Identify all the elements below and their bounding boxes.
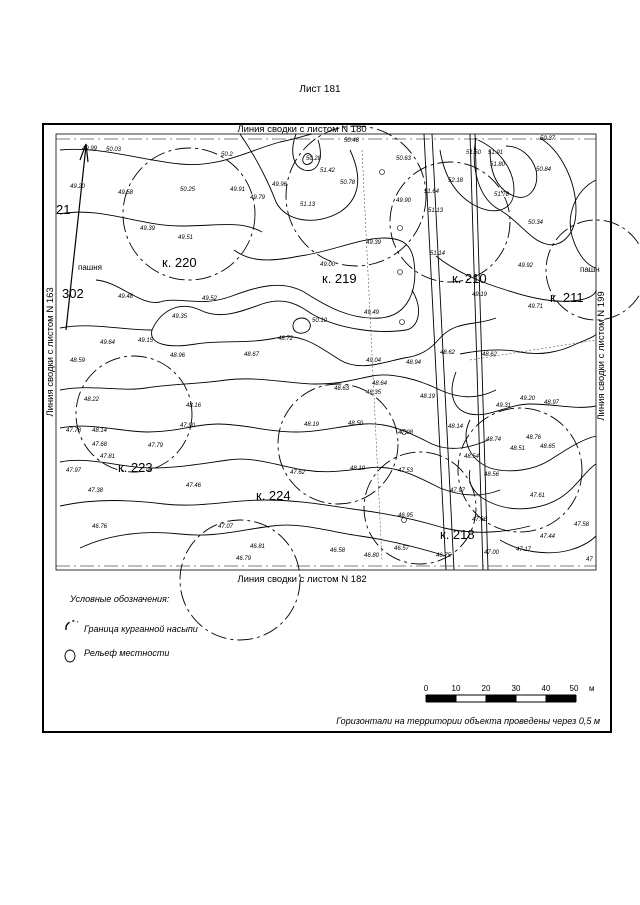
- elevation: 51.13: [428, 208, 444, 214]
- elevation: 49.64: [100, 340, 116, 346]
- elevation: 48.14: [92, 428, 108, 434]
- mound-boundary-223: [76, 356, 192, 472]
- scale-tick-label: 40: [541, 684, 551, 693]
- side-mark-21: 21: [56, 202, 71, 217]
- legend-title: Условные обозначения:: [70, 594, 170, 604]
- side-mark-field: пашня: [78, 263, 102, 272]
- elevation: 48.65: [540, 444, 556, 450]
- elevation: 49.00: [320, 262, 336, 268]
- elevation: 47.78: [66, 428, 82, 434]
- scale-unit: м: [589, 684, 595, 693]
- sheet-title: Лист 181: [299, 84, 341, 95]
- elevation: 48.96: [170, 353, 186, 359]
- elevation: 49.39: [366, 240, 382, 246]
- plot-label-211: к. 211: [550, 290, 584, 305]
- elevation: 46.95: [398, 513, 414, 519]
- elevation: 47: [586, 557, 593, 563]
- elevation: 48.56: [484, 472, 500, 478]
- edge-label-left: Линия сводки с листом N 163: [45, 287, 56, 417]
- elevation: 46.58: [330, 548, 346, 554]
- mound-boundary-218: [364, 452, 476, 564]
- elevation: 50.84: [536, 167, 552, 173]
- elevation: 49.20: [70, 184, 86, 190]
- contour-interval-note: Горизонтали на территории объекта проведены через 0,5 м: [336, 716, 600, 726]
- elevation: 51.80: [490, 162, 506, 168]
- elevation: 49.91: [230, 187, 246, 193]
- scale-bar: [424, 684, 595, 702]
- plot-label-220: к. 220: [162, 255, 197, 270]
- mound-boundary-224: [278, 384, 398, 504]
- elevation: 47.46: [186, 483, 202, 489]
- elevation: 47.53: [398, 468, 414, 474]
- elevation: 49.39: [140, 226, 156, 232]
- elevation: 50.2: [221, 152, 233, 158]
- map-dash-border: [56, 139, 596, 566]
- elevation: 46.75: [436, 553, 452, 559]
- elevation: 47.17: [516, 547, 532, 553]
- mound-boundaries: [76, 126, 640, 640]
- elevation: 47.66: [472, 517, 488, 523]
- elevation: 51.91: [488, 150, 504, 156]
- elevation: 50.37: [540, 136, 556, 142]
- contour-line: [293, 318, 310, 333]
- elevation: 49.90: [396, 198, 412, 204]
- side-mark-302: 302: [62, 286, 84, 301]
- legend-relief-icon: [65, 650, 75, 662]
- elevation: 48.94: [406, 360, 422, 366]
- elevation: 47.68: [92, 442, 108, 448]
- elevation: 50.28: [306, 156, 322, 162]
- elevation: 49.52: [202, 296, 218, 302]
- elevation: 47.07: [218, 524, 234, 530]
- survey-point: [380, 170, 385, 175]
- elevation: 48.62: [440, 350, 456, 356]
- elevation: 47.90: [180, 423, 196, 429]
- plot-label-224: к. 224: [256, 488, 291, 503]
- scale-tick-label: 20: [481, 684, 491, 693]
- contour-line: [452, 372, 596, 415]
- scale-tick-label: 10: [451, 684, 461, 693]
- edge-label-right: Линия сводки с листом N 199: [596, 291, 607, 421]
- elevation: 47.97: [66, 468, 82, 474]
- elevation: 49.20: [520, 396, 536, 402]
- elevation: 50.34: [528, 220, 544, 226]
- elevation: 47.38: [88, 488, 104, 494]
- elevation: 47.81: [100, 454, 116, 460]
- elevation: 47.44: [540, 534, 556, 540]
- elevation: 51.50: [466, 150, 482, 156]
- elevation: 49.51: [178, 235, 194, 241]
- elevation: 50.03: [106, 147, 122, 153]
- scale-tick-label: 50: [569, 684, 579, 693]
- elevation: 49.15: [138, 338, 154, 344]
- elevation: 51.42: [320, 168, 336, 174]
- plot-label-210: к. 210: [452, 271, 487, 286]
- contour-line: [60, 134, 312, 165]
- mound-boundary-219: [286, 126, 426, 266]
- elevation-marks: [66, 136, 593, 563]
- scale-tick-label: 0: [423, 684, 429, 693]
- elevation: 49.19: [472, 292, 488, 298]
- contour-line: [469, 464, 596, 509]
- elevation: 48.62: [482, 352, 498, 358]
- elevation: 49.58: [118, 190, 134, 196]
- elevation: 49.31: [496, 403, 512, 409]
- elevation: 47.58: [574, 522, 590, 528]
- legend-item-mound: Граница курганной насыпи: [84, 624, 198, 634]
- elevation: 49.04: [366, 358, 382, 364]
- legend-mound-icon: [66, 621, 78, 630]
- elevation: 52.18: [448, 178, 464, 184]
- north-arrow-icon: [66, 144, 88, 330]
- elevation: 46.79: [236, 556, 252, 562]
- elevation: 50.78: [340, 180, 356, 186]
- elevation: 46.76: [92, 524, 108, 530]
- elevation: 48.22: [84, 397, 100, 403]
- elevation: 50.48: [344, 138, 360, 144]
- elevation: 49.96: [272, 182, 288, 188]
- survey-point: [400, 320, 405, 325]
- elevation: 49.35: [172, 314, 188, 320]
- map-inner-border: [56, 134, 596, 570]
- elevation: 48.19: [420, 394, 436, 400]
- elevation: 47.98: [398, 430, 414, 436]
- elevation: 47.79: [148, 443, 164, 449]
- elevation: 49.92: [518, 263, 534, 269]
- elevation: 51.78: [494, 192, 510, 198]
- elevation: 50.63: [396, 156, 412, 162]
- elevation: 48.19: [304, 422, 320, 428]
- elevation: 48.67: [244, 352, 260, 358]
- scale-tick-label: 30: [511, 684, 521, 693]
- elevation: 48.54: [464, 454, 480, 460]
- contour-line: [240, 134, 358, 220]
- elevation: 51.13: [300, 202, 316, 208]
- contour-line: [152, 318, 496, 366]
- elevation: 48.72: [278, 336, 294, 342]
- edge-label-bottom: Линия сводки с листом N 182: [237, 574, 367, 585]
- elevation: 48.74: [486, 437, 502, 443]
- survey-point: [398, 226, 403, 231]
- contour-line: [460, 334, 596, 354]
- elevation: 48.50: [348, 421, 364, 427]
- contour-line: [80, 525, 446, 556]
- elevation: 51.14: [430, 251, 446, 257]
- elevation: 48.64: [372, 381, 388, 387]
- survey-point: [398, 270, 403, 275]
- elevation: 49.48: [118, 294, 134, 300]
- path-dotted: [362, 150, 382, 560]
- elevation: 48.76: [526, 435, 542, 441]
- side-mark-field-right: пашн: [580, 265, 600, 274]
- elevation: 48.14: [448, 424, 464, 430]
- elevation: 46.80: [364, 553, 380, 559]
- legend-item-relief: Рельеф местности: [84, 648, 170, 658]
- edge-label-top: Линия сводки с листом N 180: [237, 124, 367, 135]
- contour-line: [60, 424, 488, 449]
- elevation: 47.97: [450, 488, 466, 494]
- elevation: 50.10: [312, 318, 328, 324]
- elevation: 48.97: [544, 400, 560, 406]
- elevation: 49.79: [250, 195, 266, 201]
- elevation: 48.51: [510, 446, 526, 452]
- elevation: 47.61: [530, 493, 546, 499]
- plot-label-219: к. 219: [322, 271, 357, 286]
- elevation: 48.59: [70, 358, 86, 364]
- plot-label-218: к. 218: [440, 527, 475, 542]
- elevation: 48.63: [334, 386, 350, 392]
- elevation: 49.99: [82, 146, 98, 152]
- contour-lines: [60, 134, 596, 556]
- elevation: 47.62: [290, 470, 306, 476]
- contour-line: [60, 212, 262, 232]
- contour-line: [293, 134, 321, 171]
- elevation: 50.25: [180, 187, 196, 193]
- elevation: 46.81: [250, 544, 266, 550]
- elevation: 49.71: [528, 304, 544, 310]
- elevation: 47.00: [484, 550, 500, 556]
- elevation: 49.49: [364, 310, 380, 316]
- elevation: 48.16: [186, 403, 202, 409]
- plot-label-223: к. 223: [118, 460, 153, 475]
- elevation: 48.10: [350, 466, 366, 472]
- elevation: 51.64: [424, 189, 440, 195]
- elevation: 46.57: [394, 546, 410, 552]
- elevation: 48.35: [366, 390, 382, 396]
